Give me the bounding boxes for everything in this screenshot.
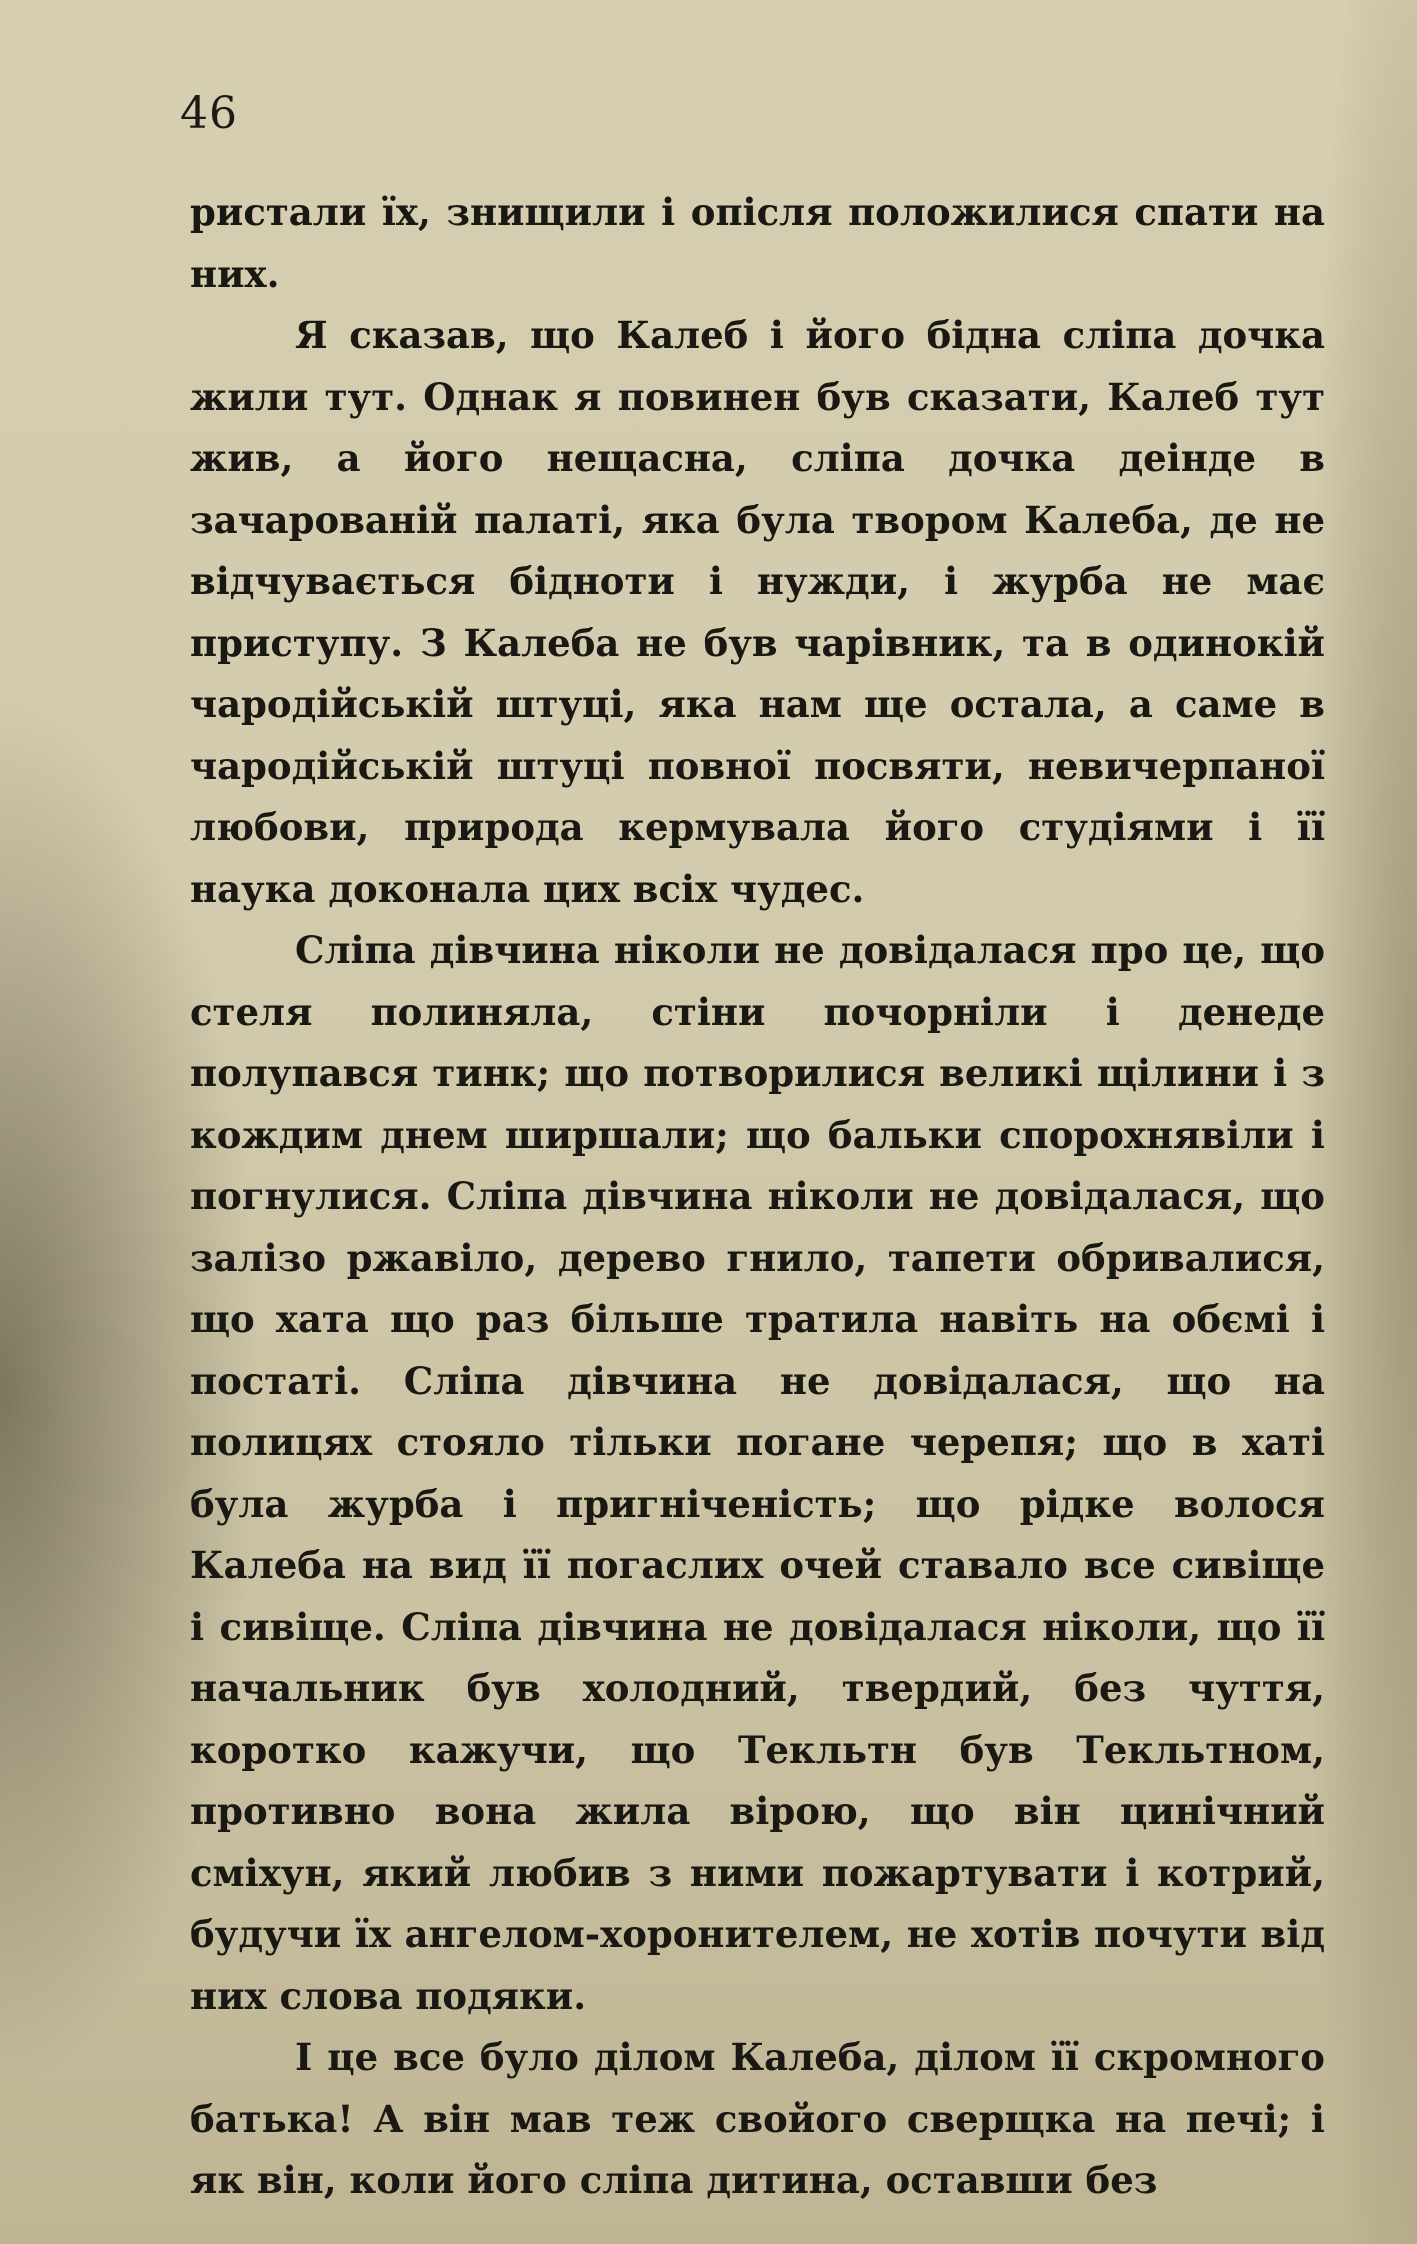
- paragraph-father: І це все було ділом Калеба, ділом її скромного батька! А він мав теж свойого сверщка на печі; і як він, коли його сліпа дитина, оставши без: [190, 2035, 1325, 2202]
- paragraph-blind-girl: Сліпа дівчина ніколи не довідалася про це, що стеля полиняла, стіни почорніли і денеде полупався тинк; що потворилися великі щілини і з кождим днем ширшали; що бальки спорохнявіли і погнулися. Сліпа дівчина ніколи не довідалася, що залізо ржавіло, дерево гнило, тапети обривалися, що хата що раз більше тратила навіть на обємі і постаті. Сліпа дівчина не довідалася, що на полицях стояло тільки погане черепя; що в хаті була журба і пригніченість; що рідке волося Калеба на вид її погаслих очей ставало все сивіще і сивіще. Сліпа дівчина не довідалася ніколи, що її начальник був холодний, твердий, без чуття, коротко кажучи, що Текльтн був Текльтном, противно вона жила вірою, що він цинічний сміхун, який любив з ними пожартувати і котрий, будучи їх ангелом-хоронителем, не хотів почути від них слова подяки.: [190, 928, 1325, 2018]
- page-number: 46: [180, 88, 238, 139]
- paragraph-continuation: ристали їх, знищили і опісля положилися спати на них.: [190, 190, 1325, 296]
- body-text: [190, 182, 1325, 2212]
- paragraph-kaleb-daughter: Я сказав, що Калеб і його бідна сліпа дочка жили тут. Однак я повинен був сказати, Калеб тут жив, а його нещасна, сліпа дочка деінде в зачарованій палаті, яка була твором Калеба, де не відчувається бідноти і нужди, і журба не має приступу. З Калеба не був чарівник, та в одинокій чародійській штуці, яка нам ще остала, а саме в чародійській штуці повної посвяти, невичерпаної любови, природа кермувала його студіями і її наука доконала цих всіх чудес.: [190, 313, 1325, 911]
